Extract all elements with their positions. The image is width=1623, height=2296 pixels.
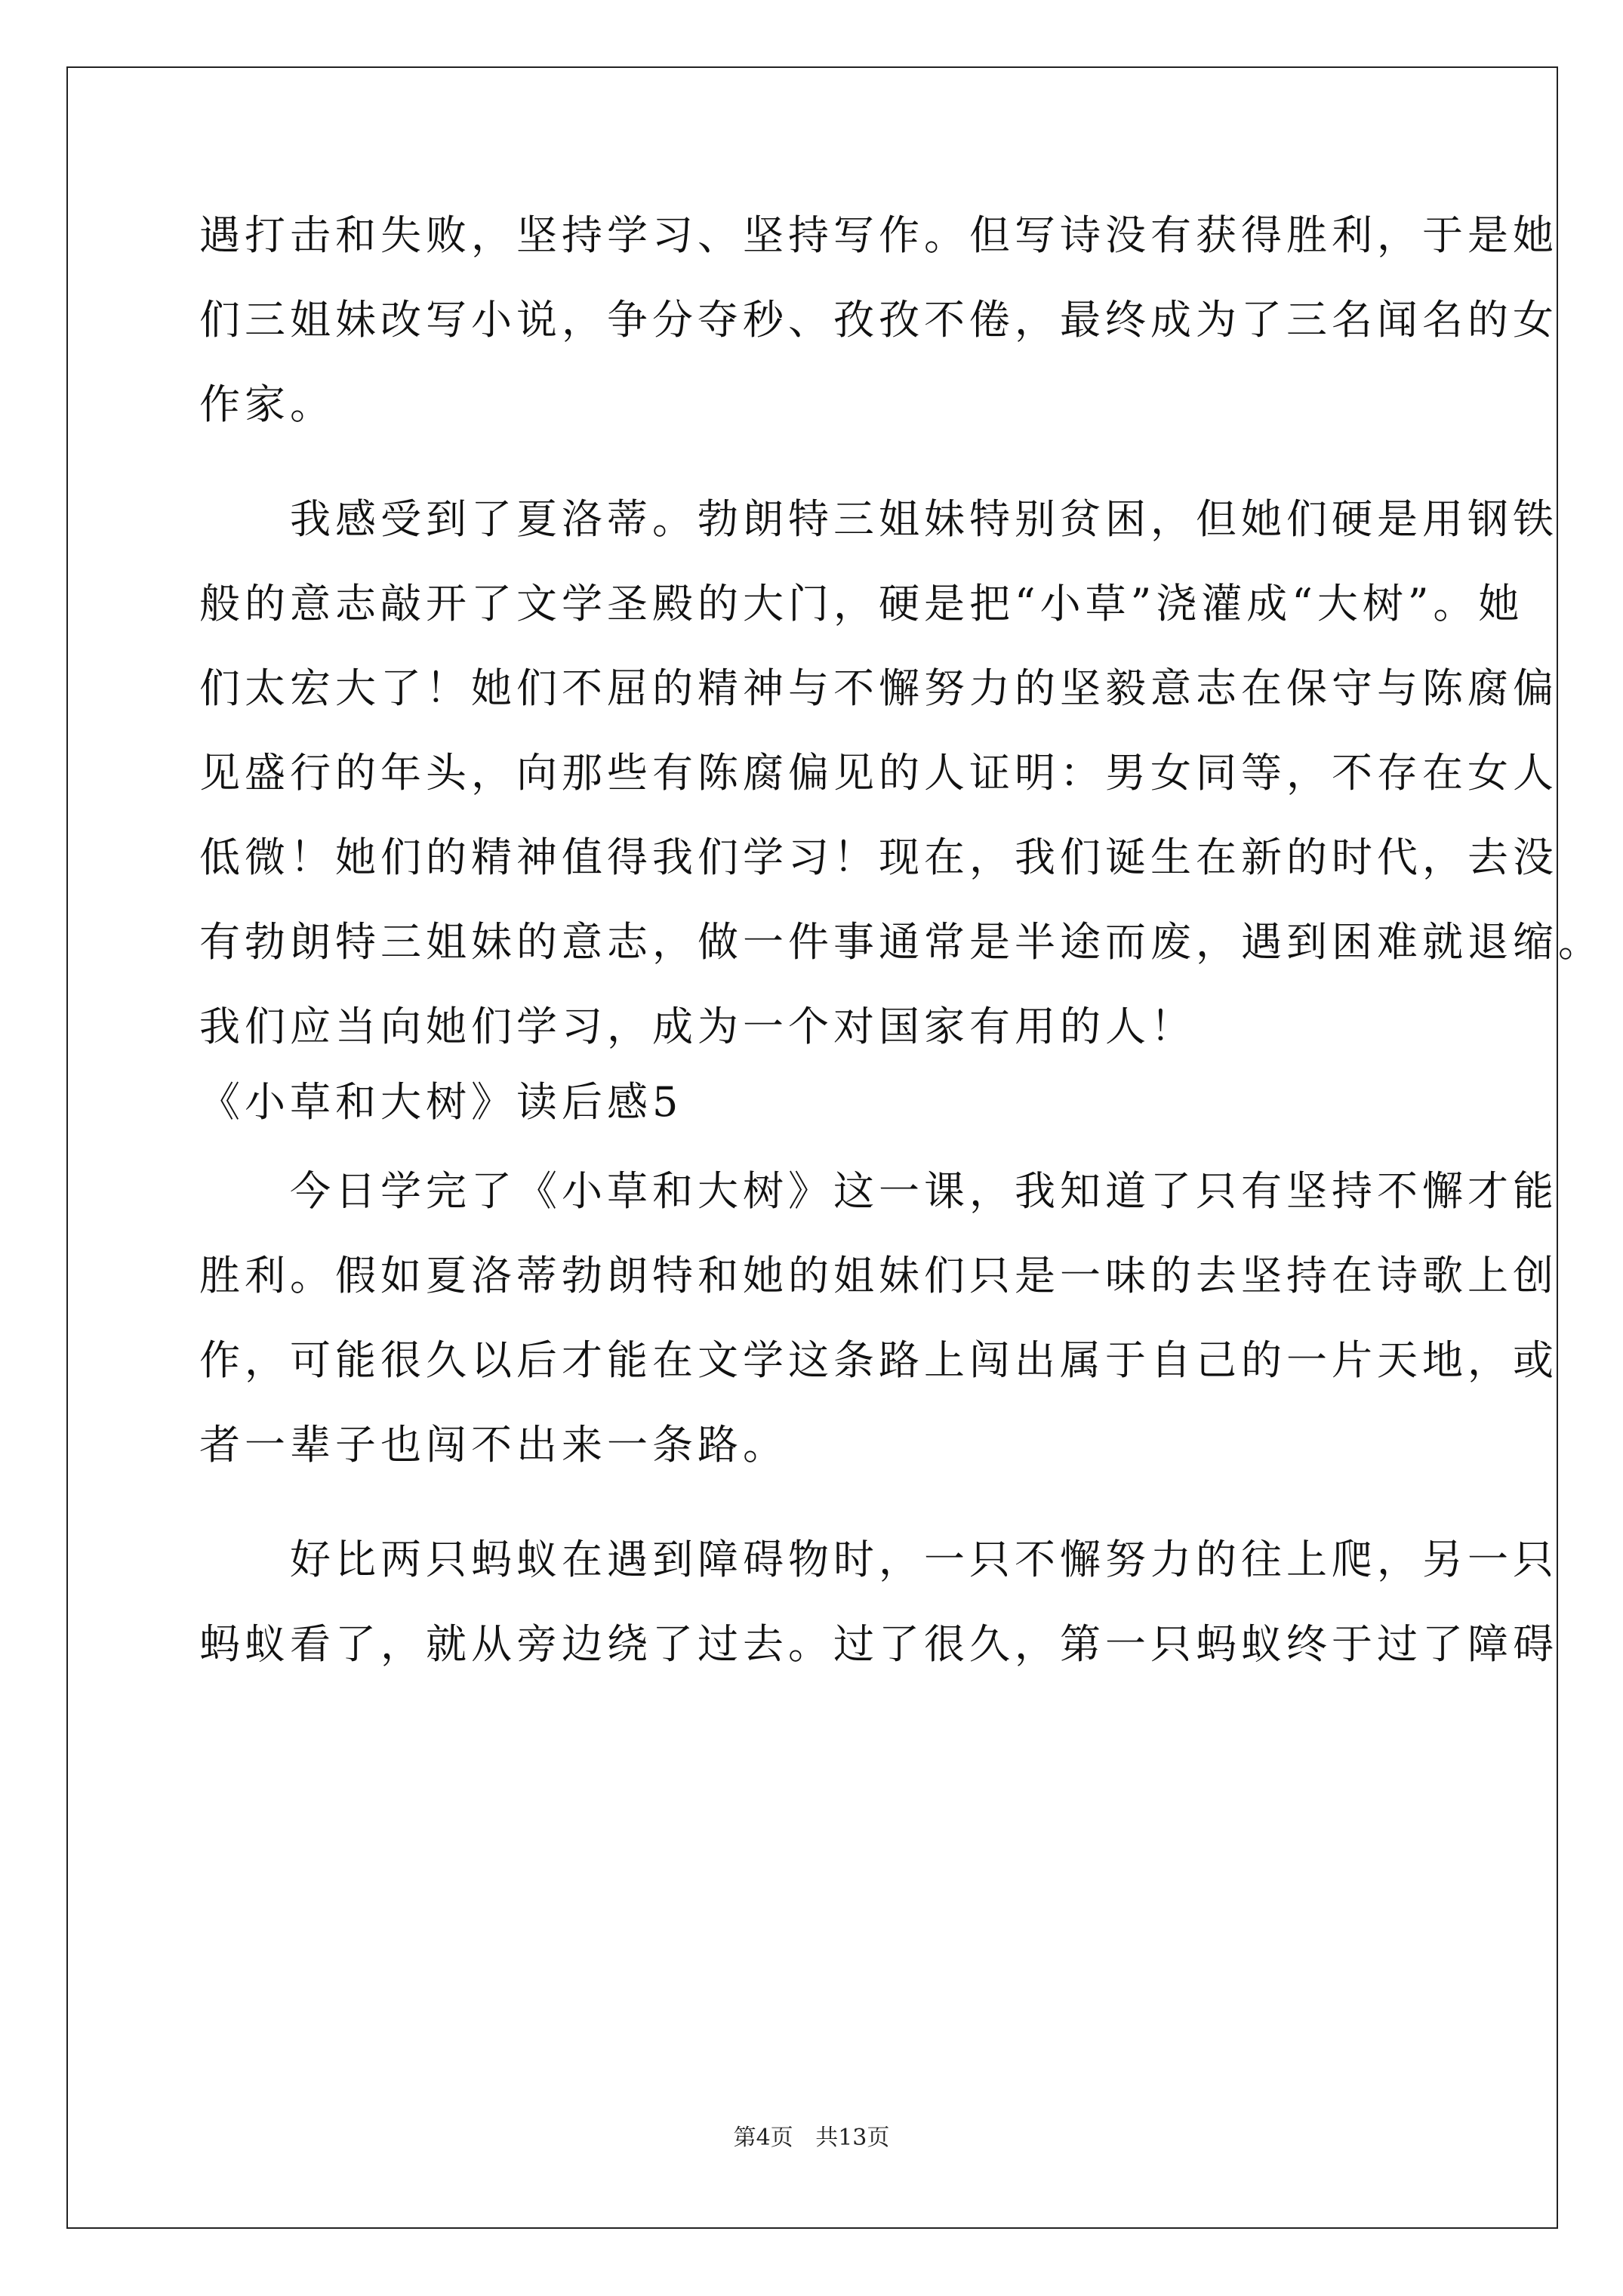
text-line: 今日学完了《小草和大树》这一课，我知道了只有坚持不懈才能: [199, 1167, 1558, 1215]
text-line: 低微！她们的精神值得我们学习！现在，我们诞生在新的时代，去没: [199, 834, 1558, 881]
text-line: 好比两只蚂蚁在遇到障碍物时，一只不懈努力的往上爬，另一只: [199, 1536, 1558, 1583]
text-line: 作，可能很久以后才能在文学这条路上闯出属于自己的一片天地，或: [199, 1336, 1558, 1384]
text-line: 遇打击和失败，坚持学习、坚持写作。但写诗没有获得胜利，于是她: [199, 211, 1558, 259]
text-line: 我感受到了夏洛蒂。勃朗特三姐妹特别贫困，但她们硬是用钢铁: [199, 495, 1558, 543]
page-number: 第4页: [733, 2125, 793, 2151]
text-line: 者一辈子也闯不出来一条路。: [199, 1421, 788, 1469]
text-line: 们太宏大了！她们不屈的精神与不懈努力的坚毅意志在保守与陈腐偏: [199, 664, 1558, 712]
text-line: 有勃朗特三姐妹的意志，做一件事通常是半途而废，遇到困难就退缩。: [199, 918, 1603, 966]
section-heading: 《小草和大树》读后感5: [199, 1078, 683, 1126]
text-line: 我们应当向她们学习，成为一个对国家有用的人！: [199, 1003, 1196, 1050]
text-line: 胜利。假如夏洛蒂勃朗特和她的姐妹们只是一味的去坚持在诗歌上创: [199, 1252, 1558, 1299]
text-line: 们三姐妹改写小说，争分夺秒、孜孜不倦，最终成为了三名闻名的女: [199, 296, 1558, 344]
text-line: 般的意志敲开了文学圣殿的大门，硬是把“小草”浇灌成“大树”。她: [199, 580, 1524, 627]
page-count: 共13页: [815, 2125, 890, 2151]
text-line: 见盛行的年头，向那些有陈腐偏见的人证明：男女同等，不存在女人: [199, 749, 1558, 797]
text-line: 蚂蚁看了，就从旁边绕了过去。过了很久，第一只蚂蚁终于过了障碍: [199, 1620, 1558, 1668]
text-line: 作家。: [199, 381, 335, 428]
page-footer: [0, 2123, 1623, 2153]
